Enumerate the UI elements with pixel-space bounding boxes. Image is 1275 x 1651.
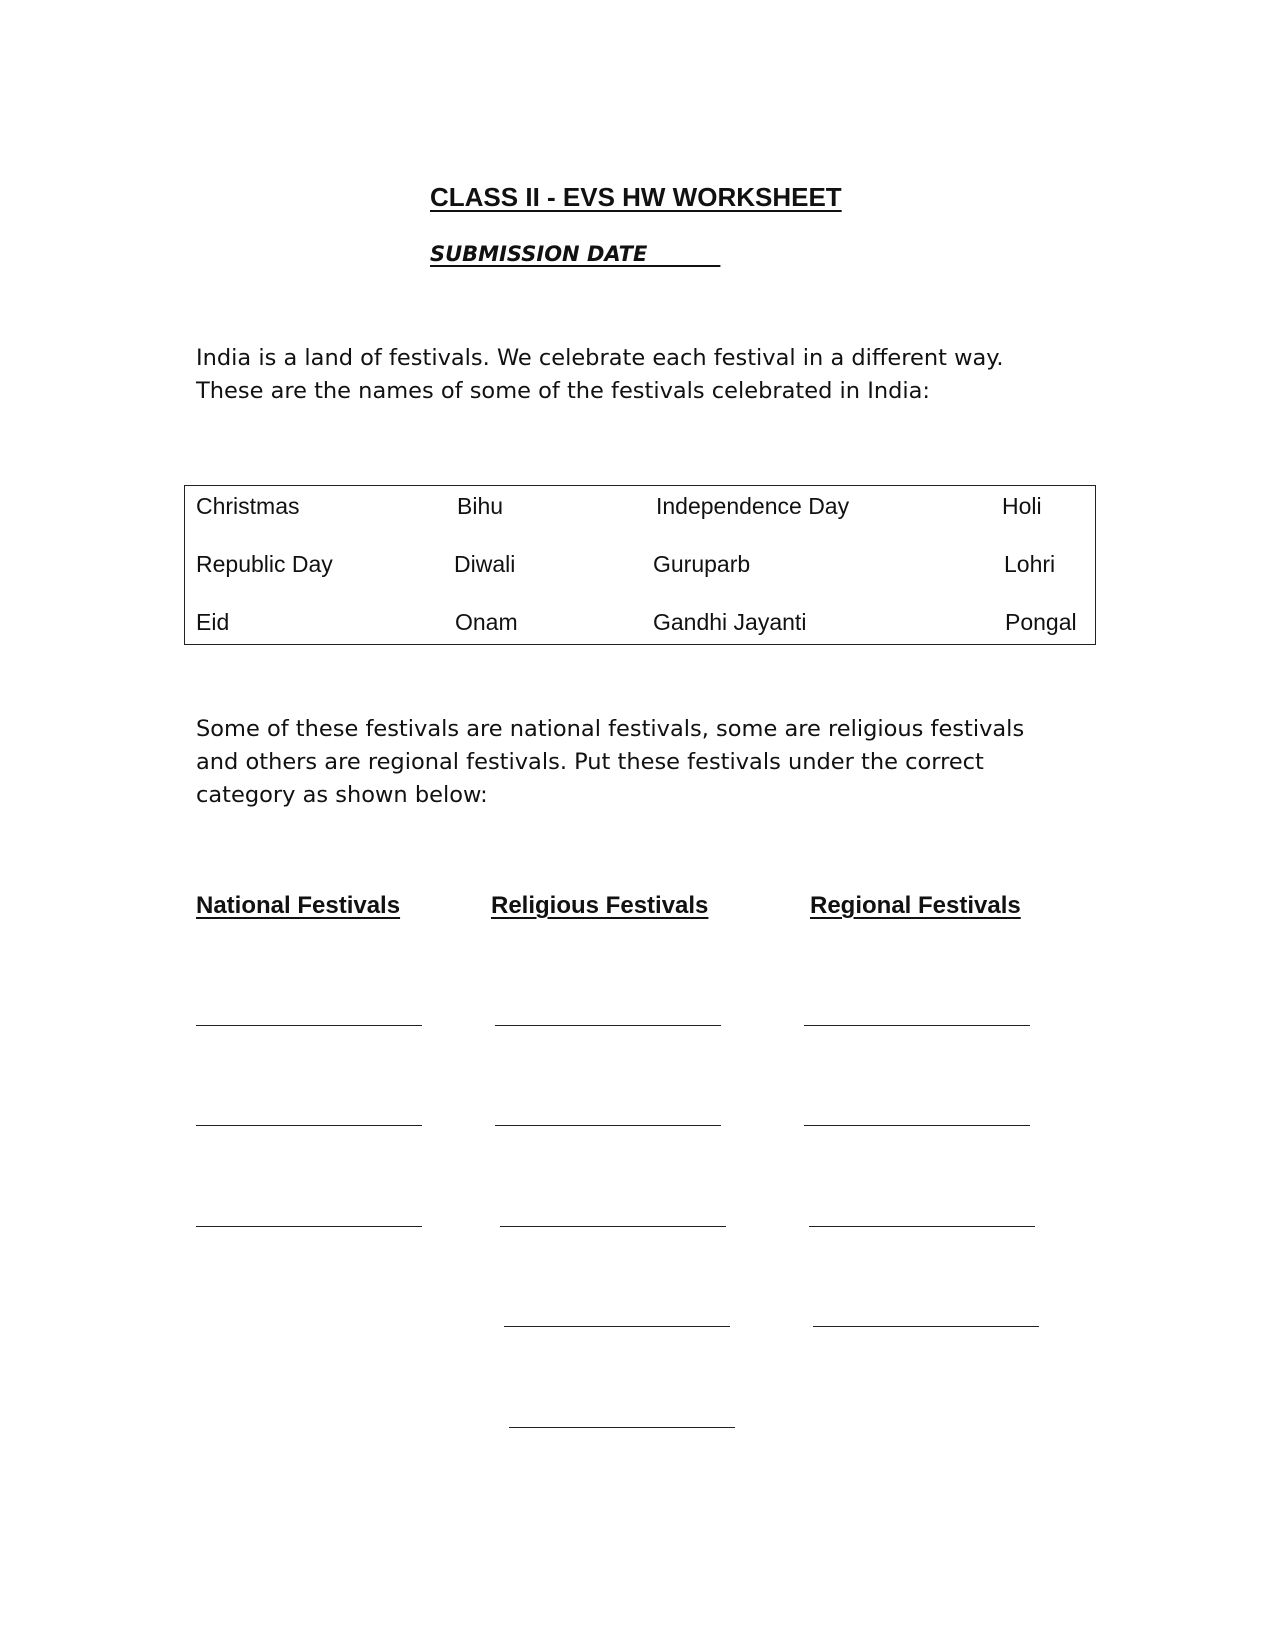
religious-answer-blank[interactable] — [509, 1427, 735, 1428]
regional-answer-blank[interactable] — [813, 1326, 1039, 1327]
festival-list-box — [184, 485, 1096, 645]
regional-answer-blank[interactable] — [804, 1025, 1030, 1026]
page-title: CLASS II - EVS HW WORKSHEET — [430, 182, 842, 212]
regional-answer-blank[interactable] — [804, 1125, 1030, 1126]
festival-name: Diwali — [454, 551, 516, 577]
religious-answer-blank[interactable] — [504, 1326, 730, 1327]
religious-answer-blank[interactable] — [495, 1125, 721, 1126]
intro-paragraph: India is a land of festivals. We celebrate each festival in a different way. These are the names of some of the festivals celebrated in India: — [196, 345, 1004, 404]
festival-name: Onam — [455, 609, 518, 635]
national-answer-blank[interactable] — [196, 1125, 422, 1126]
religious-festivals-heading: Religious Festivals — [491, 892, 709, 919]
festival-name: Independence Day — [656, 493, 850, 519]
instructions-paragraph: Some of these festivals are national festivals, some are religious festivals and others are regional festivals. Put these festivals under the correct category as shown below: — [196, 716, 1025, 808]
festival-name: Holi — [1002, 493, 1042, 519]
festival-name: Eid — [196, 609, 230, 635]
religious-answer-blank[interactable] — [495, 1025, 721, 1026]
submission-date-label: SUBMISSION DATE — [430, 242, 721, 266]
national-answer-blank[interactable] — [196, 1025, 422, 1026]
religious-answer-blank[interactable] — [500, 1226, 726, 1227]
festival-name: Christmas — [196, 493, 300, 519]
national-festivals-heading: National Festivals — [196, 892, 401, 919]
festival-name: Gandhi Jayanti — [653, 609, 807, 635]
festival-name: Pongal — [1005, 609, 1077, 635]
regional-answer-blank[interactable] — [809, 1226, 1035, 1227]
festival-name: Republic Day — [196, 551, 333, 577]
festival-name: Guruparb — [653, 551, 751, 577]
festival-name: Lohri — [1004, 551, 1056, 577]
festival-name: Bihu — [457, 493, 504, 519]
national-answer-blank[interactable] — [196, 1226, 422, 1227]
regional-festivals-heading: Regional Festivals — [810, 892, 1021, 919]
